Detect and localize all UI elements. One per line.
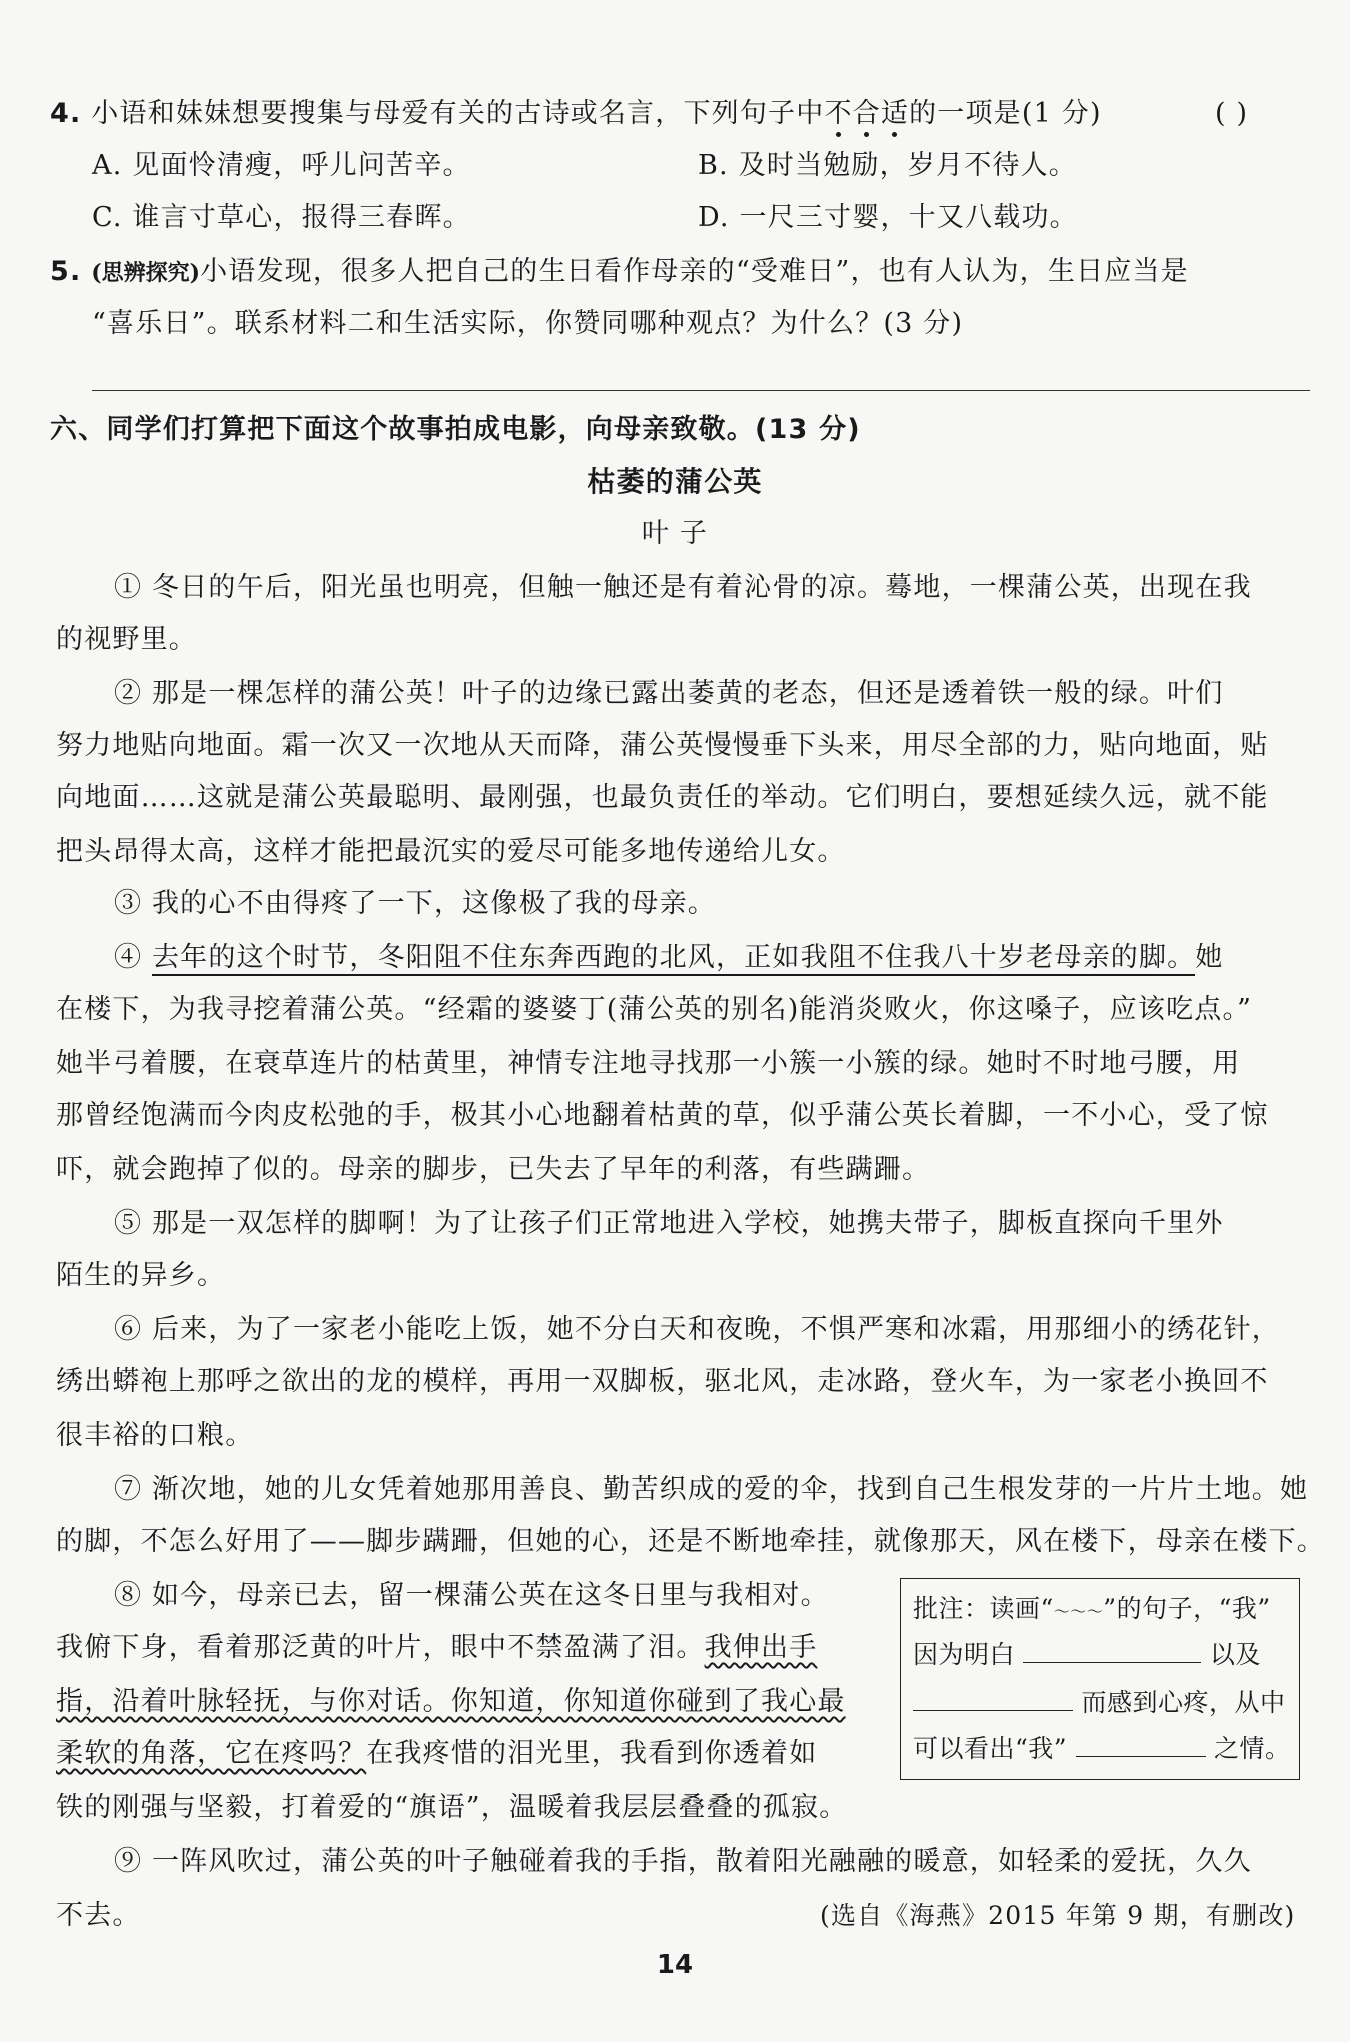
- paragraph-6-line: 绣出蟒袍上那呼之欲出的龙的模样，再用一双脚板，驱北风，走冰路，登火车，为一家老小换回不: [56, 1366, 1269, 1397]
- annotation-text: 而感到心疼，从中: [1081, 1688, 1286, 1717]
- paragraph-8-line: 铁的刚强与坚毅，打着爱的“旗语”，温暖着我层层叠叠的孤寂。: [56, 1792, 848, 1823]
- question-5-line-1: [50, 252, 1189, 293]
- line-text: 在我疼惜的泪光里，我看到你透着如: [366, 1738, 818, 1769]
- paragraph-1-line: ① 冬日的午后，阳光虽也明亮，但触一触还是有着沁骨的凉。蓦地，一棵蒲公英，出现在我: [114, 572, 1252, 603]
- annotation-line-1: [913, 1591, 1271, 1630]
- paragraph-4-line: [114, 938, 1224, 978]
- option-a[interactable]: A. 见面怜清瘦，呼儿问苦辛。: [92, 150, 471, 181]
- annotation-line-2: [913, 1637, 1261, 1673]
- paragraph-4-line: 她半弓着腰，在衰草连片的枯黄里，神情专注地寻找那一小簇一小簇的绿。她时不时地弓腰，用: [56, 1048, 1241, 1079]
- source-citation: (选自《海燕》2015 年第 9 期，有删改): [820, 1901, 1296, 1930]
- annotation-text: 之情。: [1213, 1734, 1291, 1763]
- paragraph-6-line: ⑥ 后来，为了一家老小能吃上饭，她不分白天和夜晚，不惧严寒和冰霜，用那细小的绣花针，: [114, 1314, 1280, 1345]
- paragraph-8-line: ⑧ 如今，母亲已去，留一棵蒲公英在这冬日里与我相对。: [114, 1580, 829, 1611]
- paragraph-7-line: 的脚，不怎么好用了——脚步蹒跚，但她的心，还是不断地牵挂，就像那天，风在楼下，母亲在楼下。: [56, 1526, 1325, 1557]
- paragraph-8-line: [56, 1628, 817, 1668]
- annotation-line-3: [913, 1685, 1285, 1721]
- wavy-underlined-sentence: 我伸出手: [704, 1632, 818, 1663]
- annotation-text: 可以看出“我”: [913, 1734, 1068, 1763]
- answer-bracket[interactable]: ( ): [1215, 98, 1249, 129]
- emphasis-char: 合: [852, 98, 881, 129]
- stem-text: 小语发现，很多人把自己的生日看作母亲的“受难日”，也有人认为，生日应当是: [200, 256, 1189, 287]
- paragraph-2-line: 把头昂得太高，这样才能把最沉实的爱尽可能多地传递给儿女。: [56, 836, 846, 867]
- wavy-line-sample: ～～～: [1053, 1602, 1104, 1621]
- paragraph-marker: ④: [114, 942, 152, 973]
- paragraph-9-line: 不去。: [56, 1900, 141, 1931]
- option-b[interactable]: B. 及时当勉励，岁月不待人。: [698, 150, 1078, 181]
- paragraph-9-line: ⑨ 一阵风吹过，蒲公英的叶子触碰着我的手指，散着阳光融融的暖意，如轻柔的爱抚，久久: [114, 1846, 1252, 1877]
- underlined-sentence: 去年的这个时节，冬阳阻不住东奔西跑的北风，正如我阻不住我八十岁老母亲的脚。: [152, 942, 1195, 976]
- emphasis-char: 不: [824, 98, 853, 129]
- annotation-text: ”的句子，“我”: [1103, 1594, 1271, 1623]
- wavy-underlined-sentence: 指，沿着叶脉轻抚，与你对话。你知道，你知道你碰到了我心最: [56, 1686, 846, 1717]
- paragraph-4-line: 吓，就会跑掉了似的。母亲的脚步，已失去了早年的利落，有些蹒跚。: [56, 1154, 931, 1185]
- question-5-line-2: “喜乐日”。联系材料二和生活实际，你赞同哪种观点？为什么？(3 分): [92, 308, 964, 339]
- answer-line[interactable]: [92, 390, 1310, 391]
- paragraph-5-line: 陌生的异乡。: [56, 1260, 226, 1291]
- annotation-box: [900, 1578, 1300, 1780]
- paragraph-5-line: ⑤ 那是一双怎样的脚啊！为了让孩子们正常地进入学校，她携夫带子，脚板直探向千里外: [114, 1208, 1224, 1239]
- article-title: 枯萎的蒲公英: [587, 465, 763, 498]
- paragraph-7-line: ⑦ 渐次地，她的儿女凭着她那用善良、勤苦织成的爱的伞，找到自己生根发芽的一片片土地。她: [114, 1474, 1309, 1505]
- annotation-text: 因为明白: [913, 1640, 1016, 1669]
- paragraph-8-line: [56, 1734, 817, 1774]
- line-tail: 她: [1195, 942, 1224, 973]
- stem-score: 的一项是(1 分): [909, 98, 1102, 129]
- annotation-text: 批注：读画“: [913, 1594, 1054, 1623]
- fill-blank-2[interactable]: [913, 1686, 1073, 1711]
- emphasis-char: 适: [880, 98, 910, 129]
- option-c[interactable]: C. 谁言寸草心，报得三春晖。: [92, 202, 471, 233]
- paragraph-2-line: ② 那是一棵怎样的蒲公英！叶子的边缘已露出萎黄的老态，但还是透着铁一般的绿。叶们: [114, 678, 1224, 709]
- paragraph-3-line: ③ 我的心不由得疼了一下，这像极了我的母亲。: [114, 888, 716, 919]
- annotation-text: 以及: [1209, 1640, 1261, 1669]
- fill-blank-3[interactable]: [1076, 1732, 1206, 1757]
- paragraph-2-line: 努力地贴向地面。霜一次又一次地从天而降，蒲公英慢慢垂下头来，用尽全部的力，贴向地面，贴: [56, 730, 1269, 761]
- fill-blank-1[interactable]: [1023, 1638, 1201, 1663]
- article-author: 叶 子: [641, 518, 709, 549]
- paragraph-1-line: 的视野里。: [56, 624, 197, 655]
- annotation-line-4: [913, 1731, 1290, 1767]
- paragraph-8-line: [56, 1682, 846, 1722]
- question-4-stem: [50, 94, 1102, 134]
- section-heading: 六、同学们打算把下面这个故事拍成电影，向母亲致敬。(13 分): [50, 414, 861, 445]
- paragraph-2-line: 向地面……这就是蒲公英最聪明、最刚强，也最负责任的举动。它们明白，要想延续久远，就不能: [56, 782, 1269, 813]
- wavy-underlined-sentence: 柔软的角落，它在疼吗？: [56, 1738, 367, 1769]
- page-number: 14: [656, 1950, 694, 1980]
- line-text: 我俯下身，看着那泛黄的叶片，眼中不禁盈满了泪。: [56, 1632, 705, 1663]
- paragraph-4-line: 在楼下，为我寻挖着蒲公英。“经霜的婆婆丁(蒲公英的别名)能消炎败火，你这嗓子，应该吃点。”: [56, 994, 1253, 1025]
- stem-text: 小语和妹妹想要搜集与母爱有关的古诗或名言，下列句子中: [91, 98, 825, 129]
- paragraph-4-line: 那曾经饱满而今肉皮松弛的手，极其小心地翻着枯黄的草，似乎蒲公英长着脚，一不小心，受了惊: [56, 1100, 1269, 1131]
- question-number: 5.: [50, 256, 82, 287]
- paragraph-6-line: 很丰裕的口粮。: [56, 1420, 254, 1451]
- question-number: 4.: [50, 98, 82, 129]
- question-tag: (思辨探究): [91, 260, 201, 286]
- option-d[interactable]: D. 一尺三寸婴，十又八载功。: [698, 202, 1078, 233]
